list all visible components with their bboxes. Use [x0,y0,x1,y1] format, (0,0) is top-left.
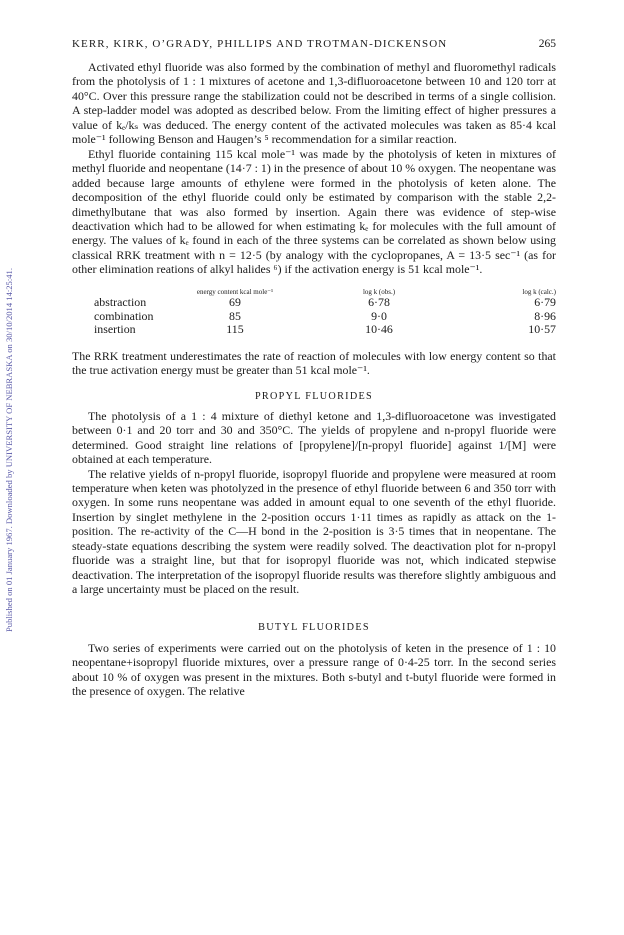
table-cell-obs: 9·0 [371,308,387,323]
table-cell-obs: 6·78 [368,295,390,310]
paragraph-ethyl-fluoride-115: Ethyl fluoride containing 115 kcal mole⁻¹ was made by the photolysis of keten in mixtures of methyl fluoride and neopentane (14·7 : 1) in the presence of about 10 % oxygen. The neopentane was added because large amounts of ethylene were formed in the photolysis of keten alone. The decomposition of the ethyl fluoride could only be estimated by comparison with the stable 2,2-dimethylbutane that was also formed by insertion. Again there was evidence of step-wise deactivation which had to be allowed for when estimating kₑ for molecules with the full amount of energy. The values of kₑ found in each of the three systems can be correlated as shown below using classical RRK treatment with n = 12·5 (by analogy with the cyclopropanes, A = 13·5 sec⁻¹ (as for other elimination reations of alkyl halides ⁶) if the activation energy is 51 kcal mole⁻¹. [72,146,556,277]
table-cell-obs: 10·46 [365,322,393,337]
table-row [72,296,556,310]
rrk-table-header-obs: log k (obs.) [362,287,396,296]
table-cell-calc: 8·96 [534,308,556,323]
table-cell-energy: 115 [226,322,244,337]
rrk-table-header-calc: log k (calc.) [522,287,556,296]
table-row [72,323,556,337]
running-header [72,38,556,60]
journal-page [72,38,556,698]
paragraph-propyl-1: The photolysis of a 1 : 4 mixture of diethyl ketone and 1,3-difluoroacetone was investigated between 0·1 and 20 torr and 30 and 350°C. The yields of propylene and n-propyl fluoride were determined. Good straight line relations of [propylene]/[n-propyl fluoride] against 1/[M] were obtained at each temperature. [72,408,556,467]
rrk-table [72,289,556,337]
table-row [72,310,556,324]
section-heading-propyl: PROPYL FLUORIDES [254,390,374,402]
paragraph-rrk-conclusion: The RRK treatment underestimates the rate of reaction of molecules with low energy content so that the true activation energy must be greater than 51 kcal mole⁻¹. [72,348,556,378]
table-cell-energy: 69 [229,295,241,310]
download-watermark [3,130,15,770]
table-cell-label: combination [94,308,154,323]
section-heading-butyl: BUTYL FLUORIDES [258,621,370,633]
table-cell-energy: 85 [229,308,241,323]
paragraph-butyl-1: Two series of experiments were carried out on the photolysis of keten in the presence of 1 : 10 neopentane+isopropyl fluoride mixtures, over a pressure range of 0·4-25 torr. In the second series about 10 % of oxygen was present in the mixtures. Both s-butyl and t-butyl fluoride were formed in the presence of oxygen. The relative [72,640,556,698]
rrk-table-header-energy: energy content kcal mole⁻¹ [196,287,274,296]
table-cell-calc: 6·79 [534,295,556,310]
paragraph-propyl-2: The relative yields of n-propyl fluoride, isopropyl fluoride and propylene were measured at room temperature when keten was photolyzed in the presence of ethyl fluoride between 6 and 350 torr with oxygen. In some runs neopentane was added in amount equal to one seventh of the ethyl fluoride. Insertion by singlet methylene in the 2-position occurs 1·11 times as rapidly as attack on the 1-position. The re-activity of the C—H bond in the 2-position is 3·5 times that in neopentane. The steady-state equations describing the system were readily solved. The deactivation plot for n-propyl fluoride was a straight line, but that for isopropyl fluoride was not, which indicated stepwise deactivation. The interpretation of the isopropyl fluoride results was therefore slightly ambiguous and a large uncertainty must be placed on the result. [72,466,556,597]
page-number: 265 [538,38,556,50]
table-cell-label: insertion [94,322,136,337]
table-cell-calc: 10·57 [528,322,556,337]
table-cell-label: abstraction [94,295,147,310]
paragraph-activated-ethyl-fluoride: Activated ethyl fluoride was also formed by the combination of methyl and fluoromethyl radicals from the photolysis of 1 : 1 mixtures of acetone and 1,3-difluoroacetone between 10 and 120 torr at 40°C. Over this pressure range the stabilization could not be described in terms of a single collision. A step-ladder model was adopted as described below. From the limiting effect of higher pressures a value of kₑ/kₛ was deduced. The energy content of the activated molecules was taken as 85·4 kcal mole⁻¹ following Benson and Haugen’s ⁵ recommendation for a similar reaction. [72,60,556,147]
running-header-authors: KERR, KIRK, O’GRADY, PHILLIPS AND TROTMAN-DICKENSON [72,38,448,50]
download-watermark-text: Published on 01 January 1967. Downloaded by UNIVERSITY OF NEBRASKA on 30/10/2014 14:25:41. [4,268,14,632]
